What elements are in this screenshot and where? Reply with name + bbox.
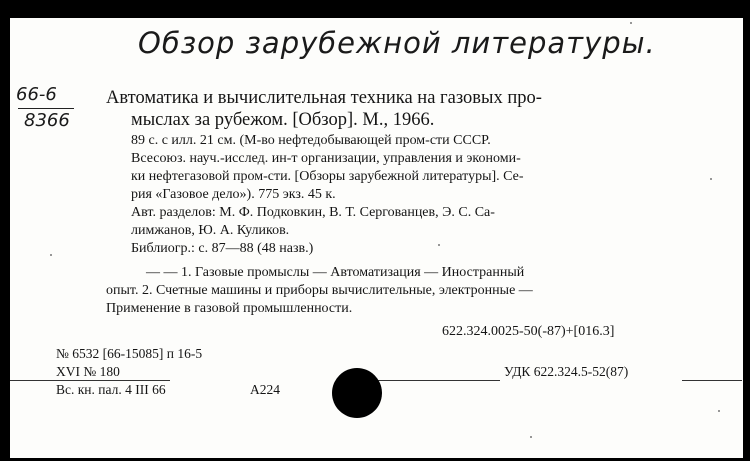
subject-line-3: Применение в газовой промышленности. bbox=[106, 301, 353, 316]
authors-line-1: Авт. разделов: М. Ф. Подковкин, В. Т. Сергованцев, Э. С. Са- bbox=[131, 205, 495, 220]
description-line-4: рия «Газовое дело»). 775 экз. 45 к. bbox=[131, 187, 336, 202]
handwritten-title: Обзор зарубежной литературы. bbox=[138, 26, 656, 60]
classification-index: 622.324.0025-50(-87)+[016.3] bbox=[442, 324, 615, 339]
description-line-1: 89 с. с илл. 21 см. (М-во нефтедобывающей пром-сти СССР. bbox=[131, 133, 491, 148]
speck bbox=[438, 244, 440, 246]
description-line-3: ки нефтегазовой пром-сти. [Обзоры зарубежной литературы]. Се- bbox=[131, 169, 524, 184]
subject-line-2: опыт. 2. Счетные машины и приборы вычислительные, электронные — bbox=[106, 283, 533, 298]
handwritten-code-top: 66-6 bbox=[16, 84, 57, 105]
speck bbox=[630, 22, 632, 24]
speck bbox=[530, 436, 532, 438]
rule-middle bbox=[370, 380, 500, 381]
title-line-2: мыслах за рубежом. [Обзор]. М., 1966. bbox=[131, 110, 435, 130]
rule-left bbox=[10, 380, 170, 381]
catalog-card bbox=[10, 18, 743, 458]
subject-line-1: — — 1. Газовые промыслы — Автоматизация — Иностранный bbox=[146, 265, 525, 280]
speck bbox=[718, 410, 720, 412]
registration-number: № 6532 [66-15085] п 16-5 bbox=[56, 346, 203, 361]
xvi-number: XVI № 180 bbox=[56, 364, 120, 379]
udc-index: УДК 622.324.5-52(87) bbox=[504, 364, 629, 379]
title-line-1: Автоматика и вычислительная техника на газовых про- bbox=[106, 88, 542, 108]
rule-right bbox=[682, 380, 742, 381]
chamber-code: А224 bbox=[250, 382, 280, 397]
punch-hole bbox=[332, 368, 382, 418]
bibliography-note: Библиогр.: с. 87—88 (48 назв.) bbox=[131, 241, 314, 256]
handwritten-code-bottom: 8366 bbox=[24, 110, 70, 131]
speck bbox=[50, 254, 52, 256]
description-line-2: Всесоюз. науч.-исслед. ин-т организации, управления и экономи- bbox=[131, 151, 521, 166]
speck bbox=[710, 178, 712, 180]
authors-line-2: лимжанов, Ю. А. Куликов. bbox=[131, 223, 290, 238]
code-divider bbox=[18, 108, 74, 109]
chamber-date: Вс. кн. пал. 4 III 66 bbox=[56, 382, 166, 397]
